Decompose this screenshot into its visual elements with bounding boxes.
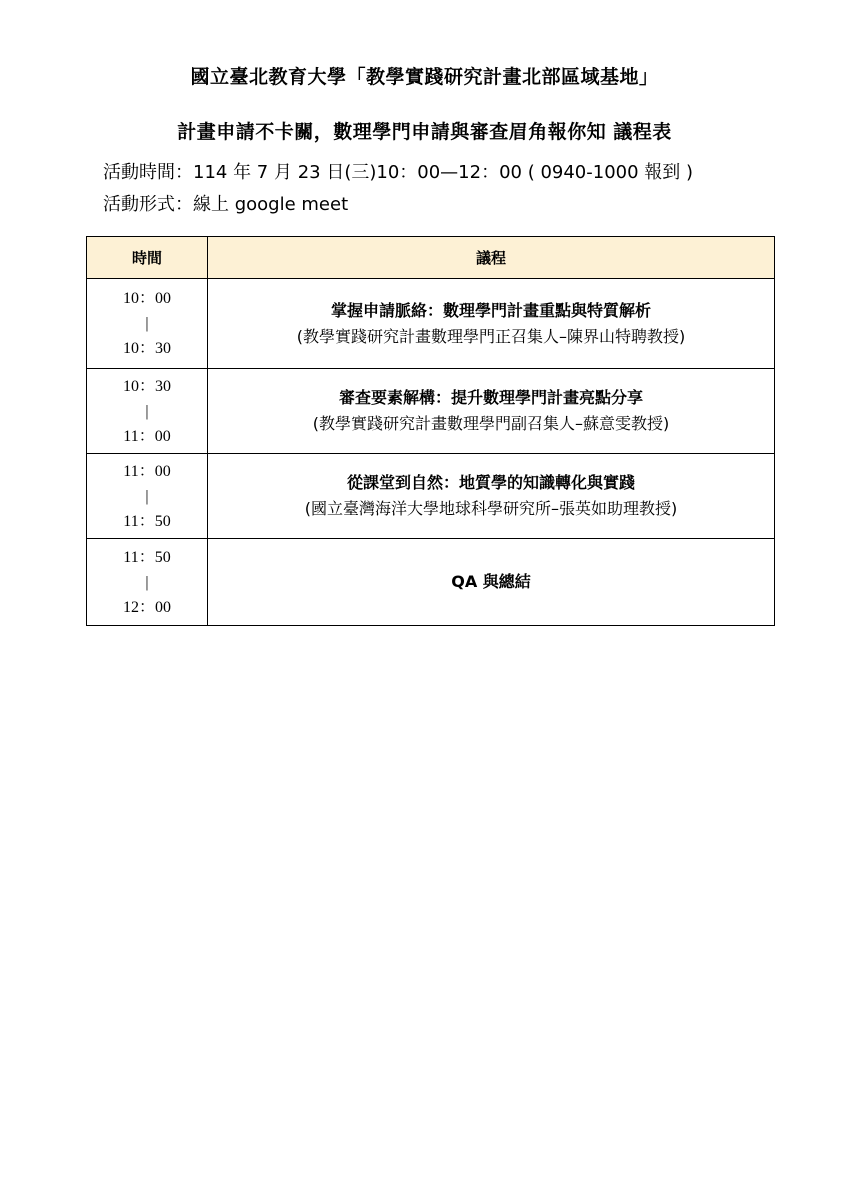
event-time-line <box>103 158 693 184</box>
start-time: 11：00 <box>123 462 171 480</box>
start-time: 11：50 <box>123 548 171 566</box>
time-separator: | <box>145 573 149 591</box>
time-column-header: 時間 <box>87 237 208 279</box>
session-topic: 掌握申請脈絡：數理學門計畫重點與特質解析 <box>330 300 651 320</box>
end-time: 10：30 <box>122 340 171 357</box>
program-column-header: 議程 <box>208 237 775 279</box>
end-time: 11：50 <box>123 512 171 530</box>
start-time: 10：30 <box>122 377 171 395</box>
session-speaker: (國立臺灣海洋大學地球科學研究所–張英如助理教授) <box>304 499 678 518</box>
program-cell <box>208 369 775 454</box>
time-separator: | <box>145 315 149 332</box>
time-cell <box>87 279 208 369</box>
time-separator: | <box>145 487 149 505</box>
time-cell <box>87 454 208 539</box>
time-cell <box>87 539 208 626</box>
end-time: 11：00 <box>123 427 171 445</box>
program-cell <box>208 454 775 539</box>
agenda-row <box>87 454 775 539</box>
agenda-header-row <box>87 237 775 279</box>
event-format-label: 活動形式： <box>103 194 193 215</box>
end-time: 12：00 <box>122 598 171 616</box>
session-speaker: (教學實踐研究計畫數理學門正召集人–陳界山特聘教授) <box>296 326 686 346</box>
session-topic: 從課堂到自然：地質學的知識轉化與實踐 <box>346 473 635 492</box>
program-cell <box>208 279 775 369</box>
session-topic: 審查要素解構：提升數理學門計畫亮點分享 <box>338 388 643 407</box>
program-cell <box>208 539 775 626</box>
event-format-line <box>103 190 348 216</box>
agenda-row <box>87 279 775 369</box>
time-cell <box>87 369 208 454</box>
document-subtitle: 計畫申請不卡關，數理學門申請與審查眉角報你知 議程表 <box>177 121 672 143</box>
agenda-row <box>87 369 775 454</box>
agenda-row <box>87 539 775 626</box>
document-title: 國立臺北教育大學「教學實踐研究計畫北部區域基地」 <box>190 66 659 88</box>
event-time-value: 114 年 7 月 23 日(三)10：00—12：00 ( 0940-1000 報到 ) <box>193 162 694 183</box>
session-speaker: (教學實踐研究計畫數理學門副召集人–蘇意雯教授) <box>312 414 670 433</box>
time-separator: | <box>145 402 149 420</box>
event-format-value: 線上 google meet <box>193 194 349 215</box>
event-time-label: 活動時間： <box>103 162 193 183</box>
session-topic: QA 與總結 <box>451 572 531 591</box>
agenda-table <box>86 236 775 626</box>
start-time: 10：00 <box>122 290 171 307</box>
